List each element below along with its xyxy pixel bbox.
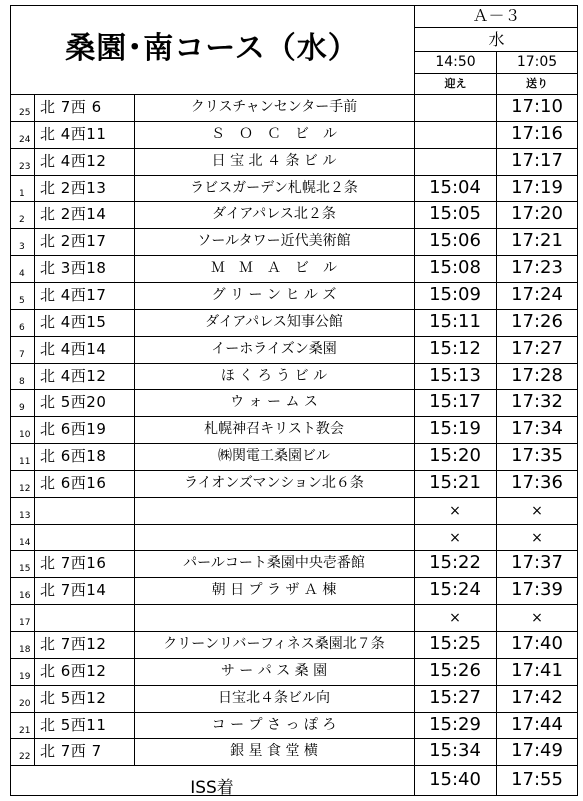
stop-number: 14	[19, 537, 31, 548]
stop-number: 9	[19, 403, 25, 414]
pickup-time: 15:20	[429, 445, 481, 467]
row-divider	[10, 5, 578, 6]
row-divider	[10, 685, 578, 686]
dropoff-label: 送り	[526, 77, 548, 90]
column-divider	[496, 51, 497, 796]
stop-number: 13	[19, 510, 31, 521]
start-time-2: 17:05	[516, 54, 558, 70]
stop-address: 北 7西 7	[40, 742, 102, 761]
start-time-1: 14:50	[435, 54, 476, 70]
stop-name: ラビスガーデン札幌北２条	[190, 179, 358, 196]
stop-name: 日宝北４条ビル向	[218, 689, 330, 706]
row-divider	[10, 658, 578, 659]
column-divider	[577, 5, 578, 796]
row-divider	[10, 443, 578, 444]
column-divider	[414, 5, 415, 796]
row-divider	[10, 524, 578, 525]
stop-number: 20	[19, 698, 31, 709]
dropoff-time: 17:37	[511, 552, 563, 574]
stop-number: 4	[19, 269, 25, 280]
stop-number: 12	[19, 483, 31, 494]
stop-number: 11	[19, 457, 31, 468]
row-divider	[10, 309, 578, 310]
row-divider	[10, 148, 578, 149]
dropoff-time: 17:44	[511, 713, 563, 735]
pickup-time: 15:27	[429, 686, 481, 708]
stop-name: イーホライズン桑園	[211, 340, 337, 357]
stop-name: 日 宝 北 ４ 条 ビ ル	[211, 152, 337, 169]
dropoff-time: ×	[531, 610, 543, 627]
row-divider	[10, 738, 578, 739]
stop-number: 1	[19, 188, 25, 199]
pickup-time: 15:26	[429, 659, 481, 681]
stop-number: 17	[19, 618, 31, 629]
dropoff-time: 17:28	[511, 364, 563, 386]
pickup-time: 15:11	[429, 310, 481, 332]
pickup-time: ×	[449, 502, 461, 519]
stop-address: 北 5西20	[40, 393, 107, 412]
stop-number: 19	[19, 671, 31, 682]
pickup-time: 15:04	[429, 176, 481, 198]
stop-address: 北 4西14	[40, 339, 107, 358]
stop-name: ダイアパレス北２条	[212, 206, 336, 223]
pickup-time: 15:21	[429, 471, 481, 493]
dropoff-time: 17:21	[511, 230, 563, 252]
stop-address: 北 6西12	[40, 661, 107, 680]
row-divider	[10, 497, 578, 498]
stop-number: 25	[19, 108, 31, 118]
row-divider	[10, 389, 578, 390]
stop-name: ダイアパレス知事公館	[205, 313, 343, 330]
stop-address: 北 4西12	[40, 366, 107, 385]
timetable	[10, 5, 578, 796]
dropoff-time: 17:39	[511, 579, 563, 601]
dropoff-time: 17:23	[511, 257, 563, 279]
stop-number: 22	[19, 752, 31, 763]
dropoff-time: 17:35	[511, 445, 563, 467]
pickup-time: 15:24	[429, 579, 481, 601]
pickup-time: ×	[449, 529, 461, 546]
row-divider	[10, 336, 578, 337]
stop-name: グ リ ー ン ヒ ル ズ	[211, 286, 337, 303]
stop-address: 北 4西17	[40, 285, 107, 304]
row-divider	[10, 470, 578, 471]
row-divider	[10, 94, 578, 95]
stop-name: ほ く ろ う ビ ル	[220, 367, 328, 384]
stop-name: パールコート桑園中央壱番館	[183, 555, 365, 572]
stop-name: サ ー パ ス 桑 園	[220, 662, 328, 679]
stop-name: ㈱関電工桑園ビル	[218, 448, 330, 465]
stop-name: クリーンリバーフィネス桑園北７条	[163, 636, 385, 652]
pickup-time: 15:13	[429, 364, 481, 386]
dropoff-time: 17:49	[511, 740, 563, 762]
pickup-time: 15:12	[429, 337, 481, 359]
dropoff-time: 17:32	[511, 391, 563, 413]
stop-address: 北 4西11	[40, 124, 107, 143]
dropoff-time: 17:34	[511, 418, 563, 440]
stop-number: 16	[19, 591, 31, 602]
stop-address: 北 4西15	[40, 312, 107, 331]
dropoff-time: 17:17	[511, 149, 563, 171]
pickup-label: 迎え	[444, 77, 467, 90]
pickup-time: 15:08	[429, 257, 481, 279]
row-divider	[10, 121, 578, 122]
row-divider	[10, 550, 578, 551]
stop-name: 銀 星 食 堂 横	[230, 743, 318, 760]
row-divider	[10, 363, 578, 364]
dropoff-time: ×	[531, 529, 543, 546]
stop-name: クリスチャンセンター手前	[190, 99, 358, 115]
row-divider	[10, 604, 578, 605]
stop-address: 北 2西17	[40, 232, 107, 251]
stop-address: 北 6西18	[40, 447, 107, 466]
stop-number: 10	[19, 430, 31, 441]
stop-number: 3	[19, 242, 25, 253]
dropoff-time: 17:42	[511, 686, 563, 708]
row-divider	[10, 416, 578, 417]
stop-name: ライオンズマンション北６条	[184, 474, 364, 491]
day-label: 水	[488, 30, 505, 49]
page-title: 桑園･南コース（水）	[65, 31, 359, 66]
pickup-time: 15:05	[429, 203, 481, 225]
row-divider	[10, 577, 578, 578]
dropoff-time: 17:20	[511, 203, 563, 225]
dropoff-time: 17:26	[511, 310, 563, 332]
dropoff-time: 17:41	[511, 659, 563, 681]
stop-name: Ｍ Ｍ Ａ ビ ル	[211, 260, 337, 277]
pickup-time: 15:19	[429, 418, 481, 440]
row-divider	[10, 765, 578, 766]
stop-number: 2	[19, 215, 25, 226]
dropoff-time: 17:19	[511, 176, 563, 198]
stop-address: 北 5西12	[40, 688, 107, 707]
arrival-label: ISS着	[190, 778, 234, 798]
stop-name: ソールタワー近代美術館	[197, 233, 351, 250]
stop-number: 24	[19, 134, 31, 145]
stop-address: 北 6西19	[40, 420, 107, 439]
row-divider	[10, 282, 578, 283]
stop-number: 6	[19, 322, 25, 333]
row-divider	[10, 228, 578, 229]
stop-name: ウ ォ ー ム ス	[230, 394, 318, 411]
row-divider	[10, 631, 578, 632]
row-divider	[10, 712, 578, 713]
pickup-time: 15:17	[429, 391, 481, 413]
column-divider	[134, 94, 135, 765]
stop-number: 5	[19, 295, 25, 306]
dropoff-time: 17:27	[511, 337, 563, 359]
route-code: Ａ－３	[472, 6, 521, 25]
row-divider	[414, 27, 578, 28]
stop-number: 7	[19, 349, 25, 360]
stop-address: 北 7西12	[40, 635, 107, 653]
pickup-time: ×	[449, 610, 461, 627]
stop-address: 北 3西18	[40, 259, 107, 278]
stop-number: 21	[19, 725, 31, 736]
stop-name: コ ー プ さ っ ぽ ろ	[211, 716, 337, 733]
stop-address: 北 6西16	[40, 473, 107, 492]
pickup-time: 15:25	[429, 633, 481, 654]
pickup-time: 15:06	[429, 230, 481, 252]
stop-number: 23	[19, 161, 31, 172]
stop-address: 北 5西11	[40, 715, 107, 734]
stop-number: 15	[19, 564, 31, 575]
stop-name: Ｓ Ｏ Ｃ ビ ル	[211, 125, 337, 142]
column-divider	[34, 94, 35, 765]
column-divider	[10, 5, 11, 796]
stop-address: 北 7西14	[40, 581, 107, 600]
stop-address: 北 7西16	[40, 554, 107, 573]
pickup-time: 15:29	[429, 713, 481, 735]
stop-name: 札幌神召キリスト教会	[204, 421, 344, 438]
row-divider	[10, 201, 578, 202]
stop-number: 8	[19, 376, 25, 387]
stop-number: 18	[19, 645, 31, 655]
pickup-time: 15:22	[429, 552, 481, 574]
stop-address: 北 2西13	[40, 178, 107, 197]
row-divider	[10, 795, 578, 796]
dropoff-time: 17:16	[511, 122, 563, 144]
stop-name: 朝 日 プ ラ ザ Ａ 棟	[211, 582, 337, 599]
arrival-time-2: 17:55	[511, 769, 563, 790]
dropoff-time: 17:10	[511, 96, 563, 117]
row-divider	[10, 175, 578, 176]
arrival-time-1: 15:40	[429, 769, 481, 790]
dropoff-time: 17:36	[511, 471, 563, 493]
stop-address: 北 4西12	[40, 151, 107, 170]
pickup-time: 15:09	[429, 283, 481, 305]
dropoff-time: 17:40	[511, 633, 563, 654]
row-divider	[10, 255, 578, 256]
pickup-time: 15:34	[429, 740, 481, 762]
stop-address: 北 2西14	[40, 205, 107, 224]
dropoff-time: 17:24	[511, 283, 563, 305]
stop-address: 北 7西 6	[40, 98, 102, 116]
dropoff-time: ×	[531, 502, 543, 519]
